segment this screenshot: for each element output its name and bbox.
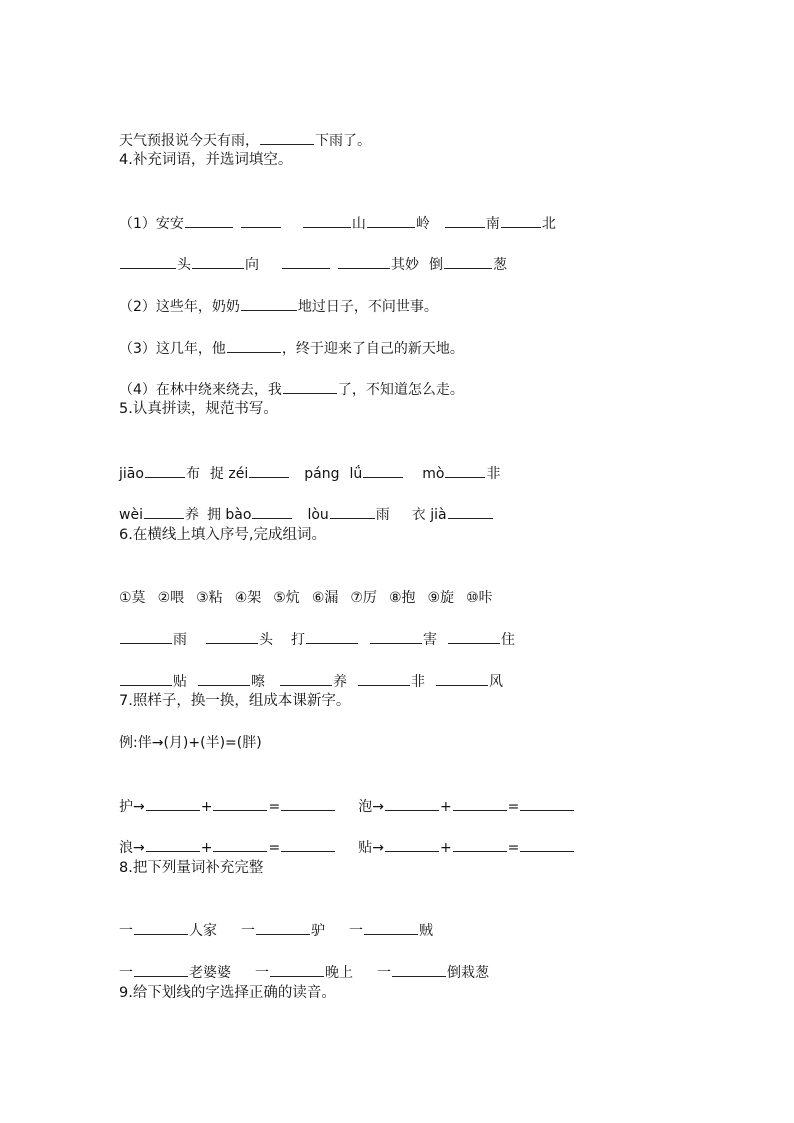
fill-blank[interactable] (241, 296, 297, 311)
option: ④架 (234, 590, 262, 606)
q5-row1: jiāo 布 捉 zéi páng lǘ mò 非 (119, 441, 500, 463)
fill-blank[interactable] (448, 504, 493, 519)
fill-blank[interactable] (206, 629, 258, 644)
q6-row2: 贴 嚓 养 非 风 (119, 649, 503, 671)
fill-blank[interactable] (252, 504, 292, 519)
q4-row2: 头 向 其妙 倒 葱 (119, 232, 507, 254)
option: ②喂 (157, 590, 185, 606)
fill-blank[interactable] (520, 796, 574, 811)
fill-blank[interactable] (120, 629, 172, 644)
q6-options (119, 565, 493, 606)
fill-blank[interactable] (280, 671, 332, 686)
option: ⑤炕 (273, 590, 300, 606)
fill-blank[interactable] (227, 338, 281, 353)
fill-blank[interactable] (448, 629, 500, 644)
q4-title: 4.补充词语，并选词填空。 (119, 152, 293, 168)
option: ⑧抱 (388, 590, 416, 606)
q8-title: 8.把下列量词补充完整 (119, 860, 264, 876)
fill-blank[interactable] (145, 463, 185, 478)
q7-title: 7.照样子，换一换，组成本课新字。 (119, 693, 351, 709)
fill-blank[interactable] (444, 254, 492, 269)
fill-blank[interactable] (256, 920, 310, 935)
fill-blank[interactable] (385, 796, 439, 811)
fill-blank[interactable] (392, 962, 446, 977)
fill-blank[interactable] (144, 504, 184, 519)
q8-row1: 一 人家 一 驴 一 贼 (119, 898, 433, 920)
fill-blank[interactable] (185, 213, 233, 228)
fill-blank[interactable] (306, 629, 358, 644)
fill-blank[interactable] (338, 254, 390, 269)
fill-blank[interactable] (146, 796, 200, 811)
option: ⑩咔 (466, 590, 493, 606)
fill-blank[interactable] (282, 254, 330, 269)
q6-title: 6.在横线上填入序号,完成组词。 (119, 527, 326, 543)
q4-sentence3: （3）这几年，他 ，终于迎来了自己的新天地。 (119, 316, 464, 338)
fill-blank[interactable] (283, 379, 337, 394)
fill-blank[interactable] (146, 837, 200, 852)
fill-blank[interactable] (303, 213, 351, 228)
q7-row1: 护→ + = 泡→ + = (119, 774, 575, 796)
q4-sentence4: （4）在林中绕来绕去，我 了，不知道怎么走。 (119, 357, 464, 379)
option: ⑦厉 (350, 590, 377, 606)
fill-blank[interactable] (134, 962, 188, 977)
fill-blank[interactable] (358, 671, 410, 686)
fill-blank[interactable] (453, 837, 507, 852)
option: ①莫 (119, 590, 146, 606)
option: ⑥漏 (311, 590, 339, 606)
fill-blank[interactable] (385, 837, 439, 852)
fill-blank[interactable] (213, 837, 267, 852)
q5-title: 5.认真拼读，规范书写。 (119, 401, 278, 417)
fill-blank[interactable] (249, 463, 289, 478)
fill-blank[interactable] (198, 671, 250, 686)
fill-blank[interactable] (213, 796, 267, 811)
option: ⑨旋 (427, 590, 455, 606)
fill-blank[interactable] (453, 796, 507, 811)
fill-blank[interactable] (281, 796, 335, 811)
fill-blank[interactable] (192, 254, 244, 269)
fill-blank[interactable] (330, 504, 375, 519)
q4-row1: （1）安安 山 岭 南 北 (119, 191, 556, 213)
fill-blank[interactable] (367, 213, 415, 228)
q8-row2: 一 老婆婆 一 晚上 一 倒栽葱 (119, 940, 489, 962)
q7-example: 例:伴→(月)+(半)=(胖) (119, 735, 262, 751)
fill-blank[interactable] (501, 213, 541, 228)
q4-sentence2: （2）这些年，奶奶 地过日子，不问世事。 (119, 274, 438, 296)
fill-blank[interactable] (241, 213, 281, 228)
fill-blank[interactable] (364, 920, 418, 935)
fill-blank[interactable] (120, 671, 172, 686)
fill-blank[interactable] (445, 463, 485, 478)
fill-blank[interactable] (260, 130, 314, 145)
q7-row2: 浪→ + = 贴→ + = (119, 815, 575, 837)
fill-blank[interactable] (520, 837, 574, 852)
sentence-forecast: 天气预报说今天有雨， 下雨了。 (119, 108, 371, 130)
fill-blank[interactable] (120, 254, 176, 269)
fill-blank[interactable] (270, 962, 324, 977)
fill-blank[interactable] (363, 463, 403, 478)
option: ③粘 (196, 590, 223, 606)
q6-row1: 雨 头 打 害 住 (119, 607, 515, 629)
fill-blank[interactable] (134, 920, 188, 935)
fill-blank[interactable] (445, 213, 485, 228)
fill-blank[interactable] (436, 671, 488, 686)
q9-title: 9.给下划线的字选择正确的读音。 (119, 985, 336, 1001)
fill-blank[interactable] (281, 837, 335, 852)
q5-row2: wèi 养 拥 bào lòu 雨 衣 jià (119, 482, 494, 504)
fill-blank[interactable] (370, 629, 422, 644)
